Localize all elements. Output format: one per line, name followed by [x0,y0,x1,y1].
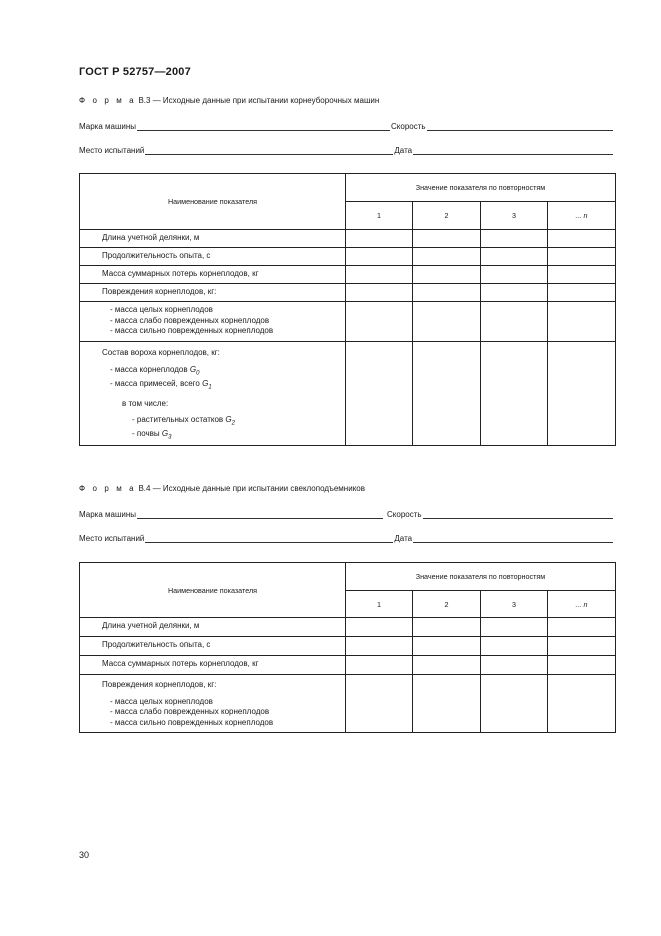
table-cell[interactable] [413,656,481,675]
table-cell[interactable] [346,637,413,656]
form-b4-machine-field[interactable] [137,510,383,519]
table-row-label [80,675,346,733]
table-cell[interactable] [548,230,616,248]
table-cell[interactable] [548,248,616,266]
form-b3-header-values: Значение показателя по повторностям [346,174,616,202]
table-cell[interactable] [413,675,481,733]
table-cell[interactable] [548,656,616,675]
form-b4-place-field[interactable] [145,534,393,543]
form-b3-col-2: 2 [413,202,481,230]
table-cell[interactable] [481,302,548,342]
list-item: - масса сильно поврежденных корнеплодов [110,717,274,727]
form-b4-col-n: ... n [548,591,616,618]
table-row-label: Длина учетной делянки, м [80,618,346,637]
table-cell[interactable] [481,284,548,302]
form-b4-col-2: 2 [413,591,481,618]
table-cell[interactable] [548,618,616,637]
table-cell[interactable] [346,302,413,342]
list-item: - масса сильно поврежденных корнеплодов [110,326,274,335]
table-cell[interactable] [413,230,481,248]
list-item: - масса слабо поврежденных корнеплодов [110,315,270,325]
form-b3-col-1: 1 [346,202,413,230]
list-item: - масса корнеплодов $G_0$ [110,364,200,377]
table-cell[interactable] [481,248,548,266]
table-cell[interactable] [481,266,548,284]
form-b3-col-n: ... n [548,202,616,230]
table-cell[interactable] [413,342,481,446]
table-row-label [80,342,346,446]
table-cell[interactable] [413,284,481,302]
form-b3-place-date-line [79,144,614,155]
form-b3-machine-label: Марка машины [79,122,137,131]
list-item: - масса слабо поврежденных корнеплодов [110,707,270,716]
form-b4-machine-label: Марка машины [79,510,137,519]
form-b3-header-name: Наименование показателя [80,174,346,230]
table-cell[interactable] [413,266,481,284]
form-b3-speed-label: Скорость [391,122,426,131]
table-cell[interactable] [548,284,616,302]
table-row-label: Масса суммарных потерь корнеплодов, кг [80,656,346,675]
table-cell[interactable] [481,342,548,446]
form-b4-date-label: Дата [394,534,413,543]
table-cell[interactable] [346,656,413,675]
form-b3-date-label: Дата [394,146,413,155]
table-row-label: Повреждения корнеплодов, кг: [80,284,346,302]
table-cell[interactable] [481,637,548,656]
table-cell[interactable] [413,618,481,637]
table-cell[interactable] [346,230,413,248]
table-cell[interactable] [481,656,548,675]
form-b3-date-field[interactable] [413,146,613,155]
table-cell[interactable] [548,302,616,342]
table-cell[interactable] [346,284,413,302]
table-cell[interactable] [346,266,413,284]
form-b3-machine-speed-line [79,120,614,131]
form-b3-machine-field[interactable] [137,122,390,131]
list-item: - растительных остатков $G_2$ [132,415,235,427]
list-item: - почвы $G_3$ [132,429,172,441]
form-b4-title-text: В.4 — Исходные данные при испытании свеклоподъемников [136,484,365,493]
table-cell[interactable] [548,637,616,656]
form-b3-table [79,173,616,446]
form-b3-place-field[interactable] [145,146,393,155]
table-cell[interactable] [481,230,548,248]
form-b4-speed-label: Скорость [387,510,422,519]
table-row-label: Масса суммарных потерь корнеплодов, кг [80,266,346,284]
table-cell[interactable] [481,675,548,733]
form-b4-speed-field[interactable] [423,510,613,519]
table-row-label: Продолжительность опыта, с [80,637,346,656]
table-cell[interactable] [413,637,481,656]
page-number: 30 [79,850,90,860]
table-cell[interactable] [413,302,481,342]
form-b3-speed-field[interactable] [427,122,613,131]
form-b3-title [79,96,379,105]
table-cell[interactable] [413,248,481,266]
table-cell[interactable] [548,266,616,284]
table-row-label: Длина учетной делянки, м [80,230,346,248]
list-item: - масса целых корнеплодов [110,305,213,314]
list-item: в том числе: [122,398,169,408]
table-cell[interactable] [346,342,413,446]
form-b4-title [79,484,365,493]
form-b4-date-field[interactable] [413,534,613,543]
form-b3-title-text: В.3 — Исходные данные при испытании корнеуборочных машин [136,96,380,105]
table-cell[interactable] [481,618,548,637]
form-b4-place-label: Место испытаний [79,534,145,543]
form-b3-title-label: Ф о р м а [79,96,137,105]
form-b4-header-name: Наименование показателя [80,563,346,618]
form-b3-col-3: 3 [481,202,548,230]
list-title: Состав вороха корнеплодов, кг: [102,348,220,357]
table-row-label [80,302,346,342]
table-cell[interactable] [346,675,413,733]
list-item: - масса примесей, всего $G_1$ [110,378,212,391]
form-b4-col-1: 1 [346,591,413,618]
form-b4-place-date-line [79,532,614,543]
list-item: - масса целых корнеплодов [110,696,213,706]
table-cell[interactable] [346,618,413,637]
table-cell[interactable] [548,675,616,733]
form-b3-place-label: Место испытаний [79,146,145,155]
document-title: ГОСТ Р 52757—2007 [79,66,191,78]
table-cell[interactable] [346,248,413,266]
table-cell[interactable] [548,342,616,446]
form-b4-col-3: 3 [481,591,548,618]
form-b4-table [79,562,616,733]
form-b4-machine-speed-line [79,508,614,519]
table-row-label: Продолжительность опыта, с [80,248,346,266]
list-title: Повреждения корнеплодов, кг: [102,680,217,689]
form-b4-title-label: Ф о р м а [79,484,137,493]
form-b4-header-values: Значение показателя по повторностям [346,563,616,591]
